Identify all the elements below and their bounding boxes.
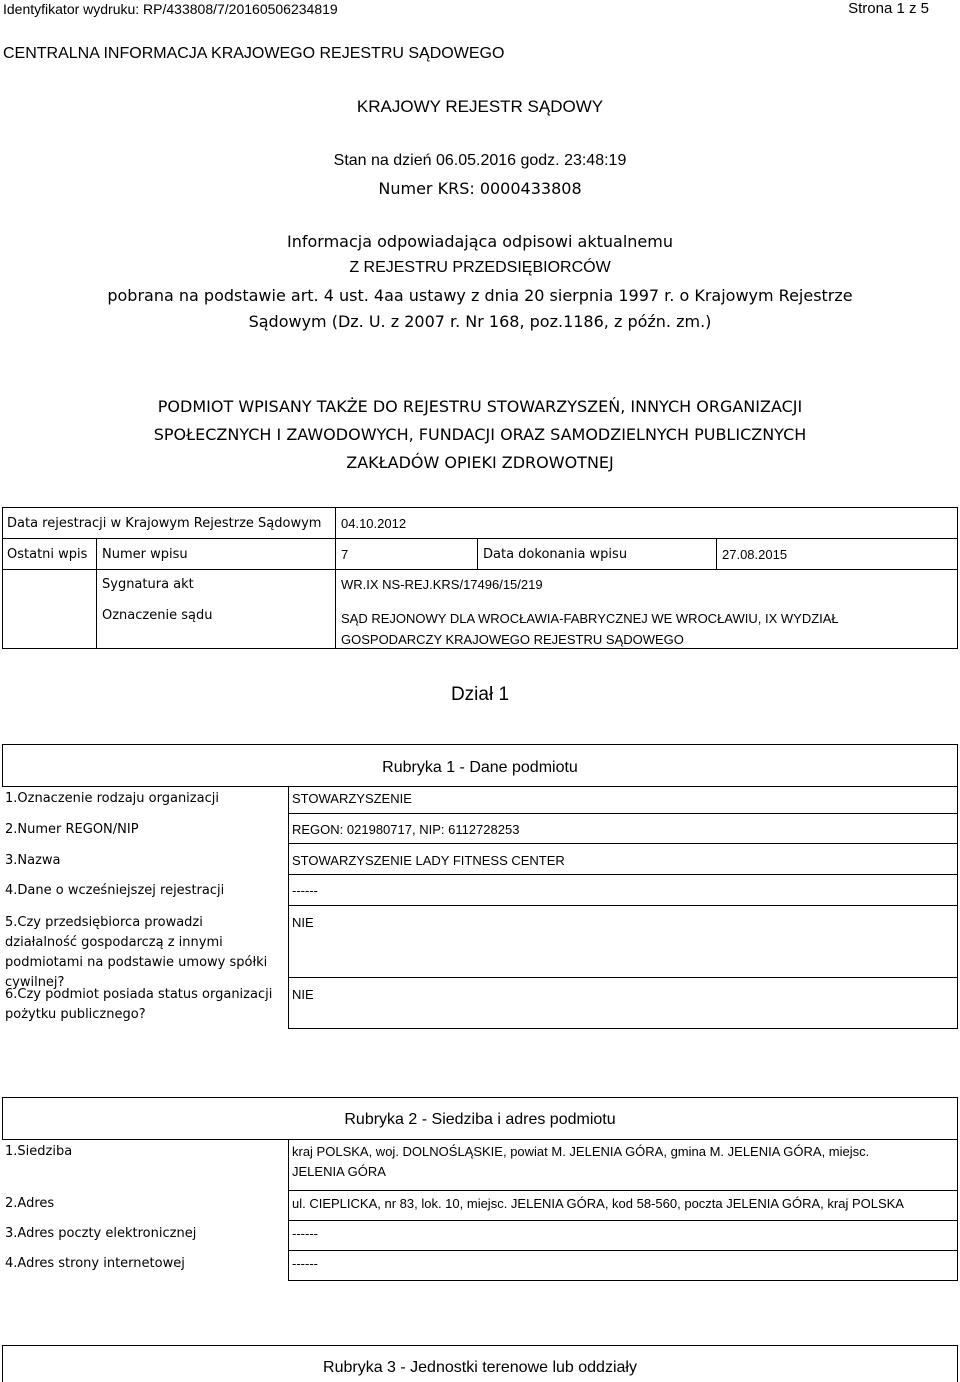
rubric-1-label-4: 4.Dane o wcześniejszej rejestracji — [5, 883, 225, 898]
case-signature-label: Sygnatura akt — [102, 577, 194, 592]
entry-number-label: Numer wpisu — [102, 547, 188, 562]
registry-title: KRAJOWY REJESTR SĄDOWY — [356, 97, 604, 116]
rubric-1-label-1: 1.Oznaczenie rodzaju organizacji — [5, 791, 219, 806]
registration-date-label: Data rejestracji w Krajowym Rejestrze Sądowym — [7, 516, 322, 531]
rubric-2-label-4: 4.Adres strony internetowej — [5, 1256, 185, 1271]
rubric-3-title: Rubryka 3 - Jednostki terenowe lub oddziały — [323, 1359, 637, 1376]
rubric-1-title: Rubryka 1 - Dane podmiotu — [382, 759, 578, 776]
rubric-2-label-3: 3.Adres poczty elektronicznej — [5, 1226, 197, 1241]
entry-date-label: Data dokonania wpisu — [483, 547, 628, 562]
rubric-1-value-3: STOWARZYSZENIE LADY FITNESS CENTER — [292, 853, 565, 868]
rubric-2-title: Rubryka 2 - Siedziba i adres podmiotu — [344, 1111, 616, 1128]
rubric-1-value-2: REGON: 021980717, NIP: 6112728253 — [292, 822, 520, 837]
legal-basis-line-2: Sądowym (Dz. U. z 2007 r. Nr 168, poz.1186, z późn. zm.) — [248, 312, 712, 331]
section-title: Dział 1 — [450, 684, 510, 705]
info-line-1: Informacja odpowiadająca odpisowi aktualnemu — [287, 232, 673, 251]
rubric-1-label-5: 5.Czy przedsiębiorca prowadzi działalność gospodarczą z innymi podmiotami na podstawie umowy spółki cywilnej? — [5, 915, 268, 990]
notice-line-2: SPOŁECZNYCH I ZAWODOWYCH, FUNDACJI ORAZ SAMODZIELNYCH PUBLICZNYCH — [153, 425, 807, 444]
rubric-1-label-2: 2.Numer REGON/NIP — [5, 822, 139, 837]
notice-line-1: PODMIOT WPISANY TAKŻE DO REJESTRU STOWARZYSZEŃ, INNYCH ORGANIZACJI — [157, 397, 803, 416]
rubric-1-value-1: STOWARZYSZENIE — [292, 791, 412, 806]
krs-number: Numer KRS: 0000433808 — [378, 179, 582, 198]
rubric-2-value-3: ------ — [292, 1226, 318, 1241]
print-identifier: Identyfikator wydruku: RP/433808/7/20160506234819 — [3, 1, 338, 17]
rubric-2-value-1: kraj POLSKA, woj. DOLNOŚLĄSKIE, powiat M. JELENIA GÓRA, gmina M. JELENIA GÓRA, miejsc. JELENIA GÓRA — [292, 1144, 870, 1179]
court-value: SĄD REJONOWY DLA WROCŁAWIA-FABRYCZNEJ WE WROCŁAWIU, IX WYDZIAŁ GOSPODARCZY KRAJOWEGO REJESTRU SĄDOWEGO — [341, 611, 839, 647]
rubric-2-label-2: 2.Adres — [5, 1196, 55, 1211]
registration-date-value: 04.10.2012 — [341, 516, 407, 531]
last-entry-label: Ostatni wpis — [7, 547, 88, 562]
rubric-2-label-1: 1.Siedziba — [5, 1144, 73, 1159]
state-date: Stan na dzień 06.05.2016 godz. 23:48:19 — [333, 152, 627, 169]
page-number: Strona 1 z 5 — [848, 0, 929, 17]
rubric-1-value-4: ------ — [292, 883, 318, 898]
rubric-1-value-6: NIE — [292, 987, 314, 1002]
entry-date-value: 27.08.2015 — [722, 547, 788, 562]
rubric-1-label-3: 3.Nazwa — [5, 853, 61, 868]
case-signature-value: WR.IX NS-REJ.KRS/17496/15/219 — [341, 577, 543, 592]
rubric-1-label-6: 6.Czy podmiot posiada status organizacji pożytku publicznego? — [5, 987, 273, 1022]
notice-line-3: ZAKŁADÓW OPIEKI ZDROWOTNEJ — [346, 453, 614, 472]
entry-number-value: 7 — [341, 547, 349, 562]
rubric-2-value-4: ------ — [292, 1256, 318, 1271]
info-line-2: Z REJESTRU PRZEDSIĘBIORCÓW — [349, 259, 611, 276]
rubric-2-value-2: ul. CIEPLICKA, nr 83, lok. 10, miejsc. JELENIA GÓRA, kod 58-560, poczta JELENIA GÓRA, kraj POLSKA — [292, 1196, 904, 1211]
legal-basis-line-1: pobrana na podstawie art. 4 ust. 4aa ustawy z dnia 20 sierpnia 1997 r. o Krajowym Rejestrze — [107, 286, 853, 305]
court-label: Oznaczenie sądu — [102, 608, 213, 623]
organization-name: CENTRALNA INFORMACJA KRAJOWEGO REJESTRU SĄDOWEGO — [3, 45, 505, 62]
rubric-1-value-5: NIE — [292, 915, 314, 930]
